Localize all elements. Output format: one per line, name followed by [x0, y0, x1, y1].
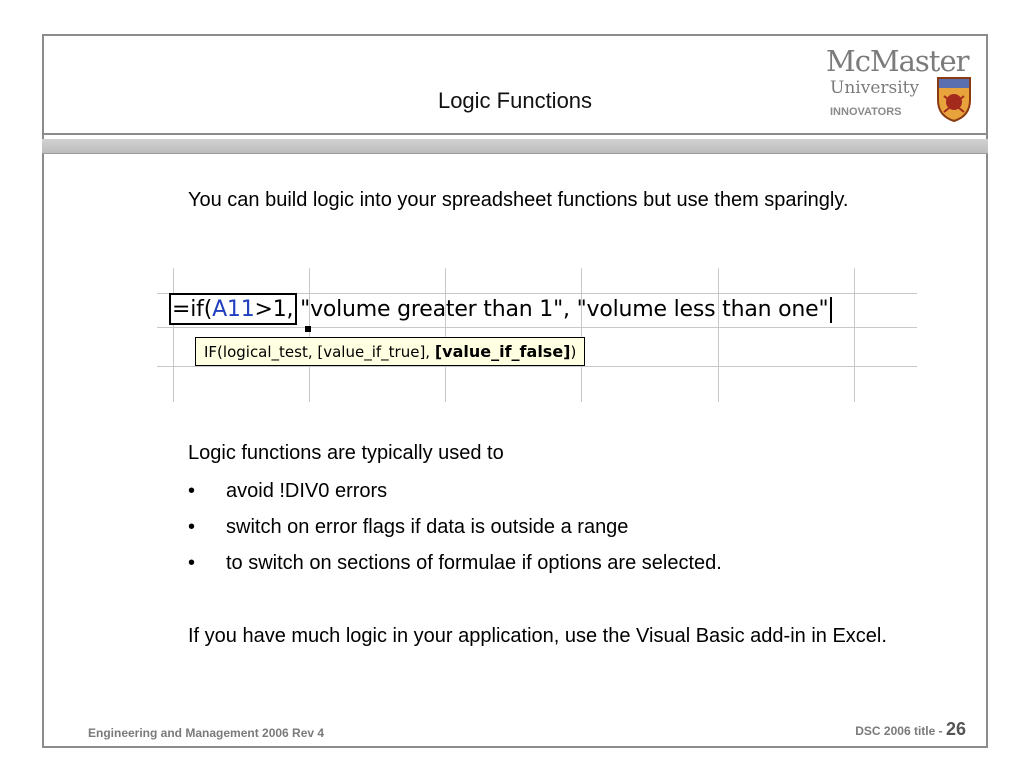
grid-line — [309, 268, 310, 402]
list-item-text: switch on error flags if data is outside a range — [226, 516, 629, 538]
grid-line — [157, 366, 917, 367]
closing-paragraph: If you have much logic in your application, use the Visual Basic add-in in Excel. — [188, 625, 887, 647]
list-item-text: avoid !DIV0 errors — [226, 480, 388, 502]
footer-course: Engineering and Management 2006 Rev 4 — [88, 726, 325, 740]
header-divider — [42, 133, 988, 135]
spreadsheet-grid — [157, 268, 917, 402]
tooltip-signature: IF(logical_test, [value_if_true], — [204, 343, 435, 361]
tooltip-current-arg: [value_if_false] — [434, 342, 571, 361]
bullet-icon: • — [188, 516, 196, 538]
crest-icon — [936, 76, 972, 122]
formula-rest: >1, "volume greater than 1", "volume less than one" — [254, 297, 829, 322]
list-item — [188, 478, 722, 514]
tooltip-close: ) — [570, 343, 577, 361]
footer-slide-info — [855, 719, 966, 740]
text-cursor — [830, 297, 832, 323]
list-intro: Logic functions are typically used to — [188, 442, 504, 464]
grid-line — [173, 268, 174, 402]
intro-paragraph: You can build logic into your spreadsheet functions but use them sparingly. — [188, 189, 849, 211]
bullet-icon: • — [188, 552, 196, 574]
logo-tagline: INNOVATORS — [830, 106, 902, 118]
formula-prefix: =if( — [172, 297, 213, 322]
list-item — [188, 514, 722, 550]
list-item — [188, 550, 722, 586]
function-tooltip — [195, 337, 585, 366]
header-band — [42, 139, 988, 154]
logo-university: University — [830, 78, 920, 98]
fill-handle[interactable] — [305, 326, 311, 332]
cell-reference: A11 — [212, 297, 255, 322]
list-item-text: to switch on sections of formulae if options are selected. — [226, 552, 722, 574]
cell-formula[interactable] — [172, 294, 832, 326]
grid-line — [157, 327, 917, 328]
bullet-list — [188, 478, 722, 586]
logo-wordmark: McMaster — [826, 44, 969, 78]
mcmaster-logo — [826, 44, 976, 128]
bullet-icon: • — [188, 480, 196, 502]
slide-title: Logic Functions — [437, 88, 593, 113]
grid-line — [854, 268, 855, 402]
grid-line — [581, 268, 582, 402]
page-number: 26 — [945, 719, 966, 739]
footer-label: DSC 2006 title - — [855, 724, 946, 738]
grid-line — [445, 268, 446, 402]
grid-line — [718, 268, 719, 402]
